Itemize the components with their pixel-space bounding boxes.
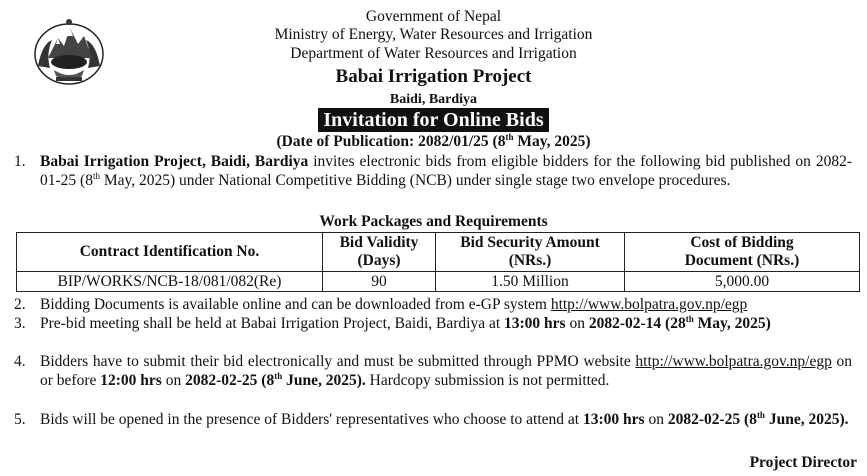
item-3-number: 3.	[14, 315, 26, 332]
item-2-number: 2.	[14, 296, 26, 313]
item-5-text: Bids will be opened in the presence of Bidders' representatives who choose to attend at 13:00 hrs on 2082-02-25 (8th June, 2025).	[40, 409, 849, 428]
project-location: Baidi, Bardiya	[389, 92, 478, 107]
item-1-number: 1.	[14, 153, 26, 170]
header-bid-security: Bid Security Amount (NRs.)	[436, 233, 625, 272]
item-2-text: Bidding Documents is available online and can be downloaded from e-GP system http://www.bolpatra.gov.np/egp	[40, 296, 748, 313]
item-4-number: 4.	[14, 353, 26, 370]
ministry-line: Ministry of Energy, Water Resources and Irrigation	[274, 26, 593, 43]
notice-title: Invitation for Online Bids	[318, 108, 548, 132]
government-line: Government of Nepal	[365, 8, 502, 25]
project-name: Babai Irrigation Project	[335, 66, 532, 87]
item-3-text: Pre-bid meeting shall be held at Babai Irrigation Project, Baidi, Bardiya at 13:00 hrs on 2082-02-14 (28th May, 2025)	[40, 313, 771, 332]
header-cost-of-bidding: Cost of Bidding Document (NRs.)	[625, 233, 860, 272]
header-contract-id: Contract Identification No.	[17, 233, 323, 272]
item-4-text: Bidders have to submit their bid electronically and must be submitted through PPMO website http://www.bolpatra.gov.np/egp on or before 12:00 hrs on 2082-02-25 (8th June, 2025). Hardcopy submission is not permitted.	[40, 353, 852, 389]
cell-cost: 5,000.00	[625, 272, 860, 292]
egp-link[interactable]: http://www.bolpatra.gov.np/egp	[550, 296, 748, 313]
cell-bid-validity: 90	[323, 272, 436, 292]
publication-date: (Date of Publication: 2082/01/25 (8th May, 2025)	[276, 131, 591, 150]
cell-bid-security: 1.50 Million	[436, 272, 625, 292]
table-row	[17, 272, 860, 292]
signature: Project Director	[749, 454, 857, 471]
table-caption: Work Packages and Requirements	[319, 213, 548, 230]
department-line: Department of Water Resources and Irrigation	[290, 45, 577, 62]
cell-contract-id: BIP/WORKS/NCB-18/081/082(Re)	[17, 272, 323, 292]
work-packages-table	[16, 232, 860, 292]
item-1-text: Babai Irrigation Project, Baidi, Bardiya invites electronic bids from eligible bidders for the following bid published on 2082-01-25 (8th May, 2025) under National Competitive Bidding (NCB) under single stage two envelope procedures.	[40, 153, 852, 189]
ppmo-link[interactable]: http://www.bolpatra.gov.np/egp	[635, 353, 832, 370]
item-5-number: 5.	[14, 411, 26, 428]
header-bid-validity: Bid Validity (Days)	[323, 233, 436, 272]
